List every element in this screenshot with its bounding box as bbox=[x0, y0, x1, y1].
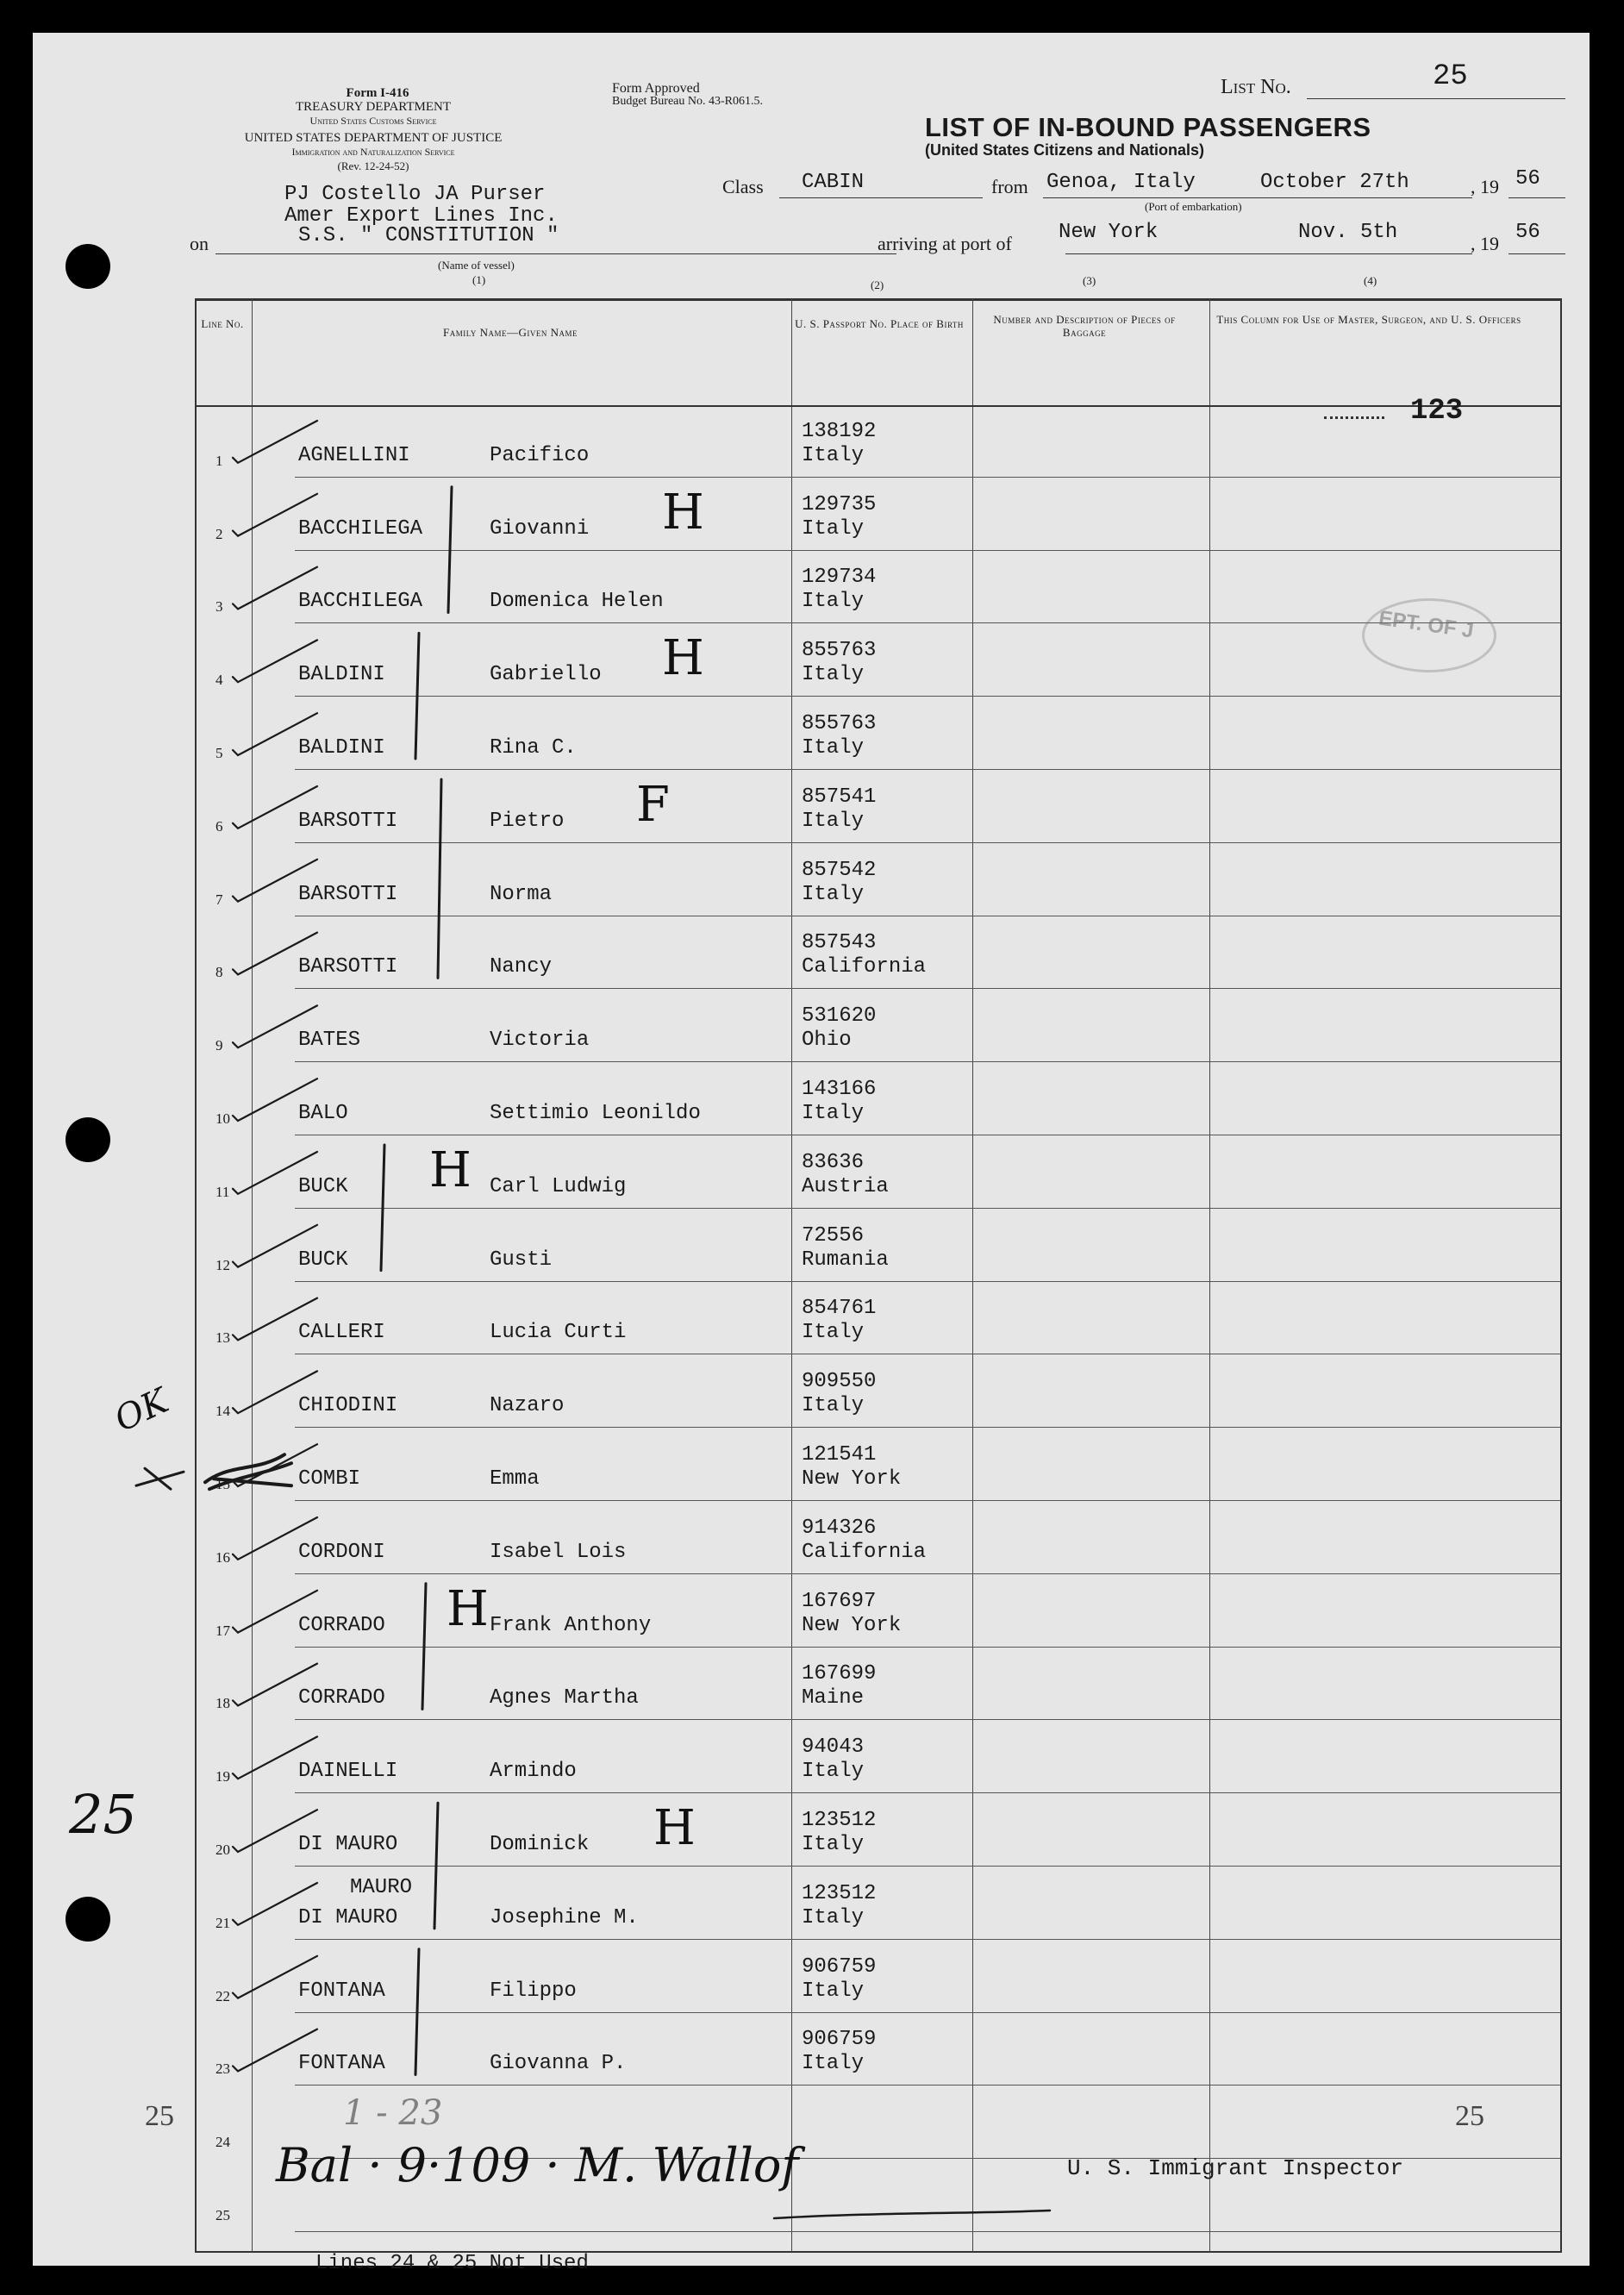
place-of-birth: Italy bbox=[802, 1832, 865, 1856]
passport-number: 855763 bbox=[802, 711, 877, 735]
vessel-caption: (Name of vessel) bbox=[438, 259, 515, 272]
family-name: BACCHILEGA bbox=[298, 590, 423, 614]
family-name: BACCHILEGA bbox=[298, 516, 423, 541]
table-row bbox=[33, 1063, 1590, 1136]
embark-year: 56 bbox=[1515, 167, 1540, 191]
class-label: Class bbox=[722, 176, 764, 197]
count-left: 25 bbox=[145, 2100, 174, 2132]
line-number: 13 bbox=[215, 1329, 230, 1347]
place-of-birth: Rumania bbox=[802, 1248, 889, 1272]
passport-number: 94043 bbox=[802, 1735, 865, 1760]
passport-number: 129734 bbox=[802, 566, 877, 590]
given-name: Emma bbox=[490, 1466, 540, 1491]
passport-number: 167697 bbox=[802, 1589, 877, 1613]
revision: (Rev. 12-24-52) bbox=[337, 159, 409, 172]
table-row bbox=[33, 1941, 1590, 2014]
family-name: FONTANA bbox=[298, 1979, 385, 2003]
line-number: 3 bbox=[215, 598, 223, 616]
count-right: 25 bbox=[1455, 2100, 1484, 2132]
passport-number: 531620 bbox=[802, 1004, 877, 1029]
passport-number: 143166 bbox=[802, 1077, 877, 1101]
page-subtitle: (United States Citizens and Nationals) bbox=[925, 141, 1205, 159]
table-row bbox=[33, 844, 1590, 917]
passport-number: 83636 bbox=[802, 1150, 865, 1174]
table-row bbox=[33, 2014, 1590, 2087]
form-number: Form I-416 bbox=[346, 86, 409, 100]
table-row bbox=[33, 1648, 1590, 1722]
passport-number: 909550 bbox=[802, 1370, 877, 1394]
table-row bbox=[33, 478, 1590, 552]
line24-scrawl: 1 - 23 bbox=[343, 2093, 443, 2133]
list-no-label: List No. bbox=[1221, 76, 1291, 98]
line-number: 7 bbox=[215, 891, 223, 908]
place-of-birth: Italy bbox=[802, 1979, 865, 2003]
class-value: CABIN bbox=[802, 171, 865, 194]
list-no-value: 25 bbox=[1433, 60, 1468, 93]
place-of-birth: Italy bbox=[802, 2052, 865, 2076]
from-label: from bbox=[991, 176, 1028, 197]
col-header-officers: This Column for Use of Master, Surgeon, and U. S. Officers bbox=[1216, 313, 1521, 326]
line-number: 9 bbox=[215, 1037, 223, 1054]
arrive-year: 56 bbox=[1515, 221, 1540, 244]
inspector-title: U. S. Immigrant Inspector bbox=[1067, 2155, 1404, 2181]
given-name: Settimio Leonildo bbox=[490, 1101, 701, 1125]
line-number: 4 bbox=[215, 672, 223, 689]
passport-number: 857542 bbox=[802, 858, 877, 882]
family-name: BUCK bbox=[298, 1174, 348, 1198]
table-row bbox=[33, 1575, 1590, 1648]
table-row bbox=[33, 1867, 1590, 1941]
line-number: 22 bbox=[215, 1987, 230, 2004]
budget-bureau: Budget Bureau No. 43-R061.5. bbox=[612, 95, 763, 108]
table-row bbox=[33, 1794, 1590, 1867]
list-no-line bbox=[1307, 98, 1565, 99]
treasury-dept: TREASURY DEPARTMENT bbox=[295, 100, 452, 114]
given-name: Domenica Helen bbox=[490, 590, 664, 614]
col-header-line: Line No. bbox=[201, 317, 244, 330]
line-number: 6 bbox=[215, 817, 223, 835]
line-number: 21 bbox=[215, 1914, 230, 1931]
port-caption: (Port of embarkation) bbox=[1145, 200, 1242, 213]
family-name: BATES bbox=[298, 1029, 361, 1053]
line-number: 11 bbox=[215, 1183, 230, 1200]
family-name: BARSOTTI bbox=[298, 809, 398, 833]
table-row bbox=[33, 1502, 1590, 1575]
passport-number: 121541 bbox=[802, 1442, 877, 1466]
class-line bbox=[779, 197, 983, 198]
given-name: Lucia Curti bbox=[490, 1321, 627, 1345]
arrive-line bbox=[1065, 253, 1472, 254]
place-of-birth: Italy bbox=[802, 443, 865, 467]
place-of-birth: New York bbox=[802, 1613, 902, 1637]
margin-count: 25 bbox=[69, 1783, 137, 1846]
given-name: Armindo bbox=[490, 1760, 577, 1784]
table-row bbox=[33, 1355, 1590, 1429]
table-row bbox=[33, 990, 1590, 1063]
place-of-birth: Italy bbox=[802, 882, 865, 906]
line-number: 23 bbox=[215, 2060, 230, 2078]
family-name: BUCK bbox=[298, 1248, 348, 1272]
punch-hole bbox=[66, 244, 110, 289]
family-name: DI MAURO bbox=[298, 1832, 398, 1856]
row-handwritten-mark: F bbox=[636, 776, 670, 833]
family-name: AGNELLINI bbox=[298, 443, 410, 467]
family-name: CORRADO bbox=[298, 1613, 385, 1637]
family-name: BARSOTTI bbox=[298, 955, 398, 979]
passport-number: 72556 bbox=[802, 1223, 865, 1248]
given-name: Frank Anthony bbox=[490, 1613, 652, 1637]
place-of-birth: Italy bbox=[802, 663, 865, 687]
col3-number: (3) bbox=[1083, 274, 1096, 287]
embark-year-prefix: , 19 bbox=[1471, 176, 1499, 197]
given-name: Isabel Lois bbox=[490, 1540, 627, 1564]
table-row bbox=[33, 552, 1590, 625]
embark-port: Genoa, Italy bbox=[1046, 171, 1196, 194]
place-of-birth: Italy bbox=[802, 1760, 865, 1784]
place-of-birth: Maine bbox=[802, 1686, 865, 1710]
line-number: 20 bbox=[215, 1841, 230, 1858]
place-of-birth: California bbox=[802, 955, 927, 979]
place-of-birth: New York bbox=[802, 1466, 902, 1491]
page-title: LIST OF IN-BOUND PASSENGERS bbox=[925, 112, 1371, 142]
given-name: Pacifico bbox=[490, 443, 590, 467]
given-name: Pietro bbox=[490, 809, 565, 833]
table-row bbox=[33, 1429, 1590, 1502]
table-row bbox=[33, 697, 1590, 771]
line-number: 16 bbox=[215, 1548, 230, 1566]
arrive-port: New York bbox=[1059, 221, 1159, 244]
passport-number: 855763 bbox=[802, 639, 877, 663]
row-handwritten-mark: H bbox=[653, 1799, 696, 1856]
passport-number: 906759 bbox=[802, 2028, 877, 2052]
given-name: Filippo bbox=[490, 1979, 577, 2003]
line-number: 10 bbox=[215, 1110, 230, 1127]
arriving-label: arriving at port of bbox=[878, 233, 1012, 254]
table-row bbox=[33, 2086, 1590, 2160]
from-line bbox=[1043, 197, 1472, 198]
given-name: Giovanna P. bbox=[490, 2052, 627, 2076]
officer-count: 123 bbox=[1410, 395, 1464, 428]
table-row bbox=[33, 1721, 1590, 1794]
place-of-birth: Italy bbox=[802, 590, 865, 614]
ok-mark: OK bbox=[109, 1380, 175, 1441]
arrive-year-prefix: , 19 bbox=[1471, 233, 1499, 254]
family-name: DAINELLI bbox=[298, 1760, 398, 1784]
place-of-birth: Italy bbox=[802, 1394, 865, 1418]
place-of-birth: Austria bbox=[802, 1174, 889, 1198]
table-row bbox=[33, 771, 1590, 844]
stamp-text: EPT. OF J bbox=[1377, 606, 1476, 643]
arrive-date: Nov. 5th bbox=[1298, 221, 1398, 244]
given-name: Rina C. bbox=[490, 735, 577, 760]
family-name: COMBI bbox=[298, 1466, 361, 1491]
col2-number: (2) bbox=[871, 278, 884, 291]
given-name: Agnes Martha bbox=[490, 1686, 639, 1710]
passport-number: 138192 bbox=[802, 419, 877, 443]
table-row bbox=[33, 1210, 1590, 1283]
family-name: DI MAURO bbox=[298, 1905, 398, 1929]
customs-service: United States Customs Service bbox=[309, 115, 437, 127]
overtype-correction: MAURO bbox=[350, 1876, 413, 1899]
place-of-birth: Ohio bbox=[802, 1029, 852, 1053]
row-handwritten-mark: H bbox=[447, 1580, 489, 1637]
family-name: CALLERI bbox=[298, 1321, 385, 1345]
document-page bbox=[33, 33, 1590, 2275]
line-number: 15 bbox=[215, 1475, 230, 1492]
given-name: Norma bbox=[490, 882, 553, 906]
given-name: Gusti bbox=[490, 1248, 553, 1272]
row-handwritten-mark: H bbox=[429, 1141, 472, 1198]
officer-dash-mark bbox=[1324, 416, 1384, 419]
passport-number: 857543 bbox=[802, 931, 877, 955]
place-of-birth: Italy bbox=[802, 1321, 865, 1345]
col-header-passport: U. S. Passport No. Place of Birth bbox=[795, 317, 964, 330]
line-number: 12 bbox=[215, 1256, 230, 1273]
family-name: BALDINI bbox=[298, 663, 385, 687]
line-number: 14 bbox=[215, 1403, 230, 1420]
given-name: Gabriello bbox=[490, 663, 602, 687]
given-name: Nazaro bbox=[490, 1394, 565, 1418]
given-name: Dominick bbox=[490, 1832, 590, 1856]
table-row bbox=[33, 917, 1590, 991]
given-name: Carl Ludwig bbox=[490, 1174, 627, 1198]
passport-number: 857541 bbox=[802, 785, 877, 809]
given-name: Nancy bbox=[490, 955, 553, 979]
passport-number: 914326 bbox=[802, 1516, 877, 1540]
given-name: Josephine M. bbox=[490, 1905, 639, 1929]
family-name: BALO bbox=[298, 1101, 348, 1125]
on-label: on bbox=[190, 233, 209, 254]
footer-note: Lines 24 & 25 Not Used bbox=[315, 2252, 589, 2275]
line-number: 1 bbox=[215, 452, 223, 469]
family-name: FONTANA bbox=[298, 2052, 385, 2076]
line-number: 8 bbox=[215, 964, 223, 981]
family-name: CHIODINI bbox=[298, 1394, 398, 1418]
purser-name: PJ Costello JA Purser bbox=[284, 183, 546, 206]
given-name: Giovanni bbox=[490, 516, 590, 541]
line-number: 5 bbox=[215, 744, 223, 761]
form-approved: Form Approved bbox=[612, 81, 700, 96]
line-number: 24 bbox=[215, 2134, 230, 2151]
ins-service: Immigration and Naturalization Service bbox=[291, 146, 455, 158]
place-of-birth: Italy bbox=[802, 1905, 865, 1929]
line-number: 2 bbox=[215, 525, 223, 542]
passport-number: 123512 bbox=[802, 1808, 877, 1832]
shipping-line: Amer Export Lines Inc. bbox=[284, 204, 558, 228]
justice-dept: UNITED STATES DEPARTMENT OF JUSTICE bbox=[244, 131, 503, 145]
col-header-baggage: Number and Description of Pieces of Baggage bbox=[993, 313, 1176, 339]
family-name: CORRADO bbox=[298, 1686, 385, 1710]
family-name: BARSOTTI bbox=[298, 882, 398, 906]
vessel-line bbox=[215, 253, 896, 254]
row-handwritten-mark: H bbox=[662, 484, 704, 541]
passport-number: 123512 bbox=[802, 1881, 877, 1905]
line-number: 19 bbox=[215, 1768, 230, 1785]
line-number: 17 bbox=[215, 1622, 230, 1639]
place-of-birth: Italy bbox=[802, 809, 865, 833]
passport-number: 906759 bbox=[802, 1954, 877, 1979]
place-of-birth: Italy bbox=[802, 1101, 865, 1125]
place-of-birth: Italy bbox=[802, 735, 865, 760]
row-handwritten-mark: H bbox=[662, 630, 704, 687]
vessel-name: S.S. " CONSTITUTION " bbox=[298, 224, 559, 247]
table-row bbox=[33, 1136, 1590, 1210]
passport-number: 129735 bbox=[802, 492, 877, 516]
embark-date: October 27th bbox=[1260, 171, 1409, 194]
arrive-year-line bbox=[1508, 253, 1565, 254]
col1-number: (1) bbox=[472, 273, 486, 286]
line-number: 25 bbox=[215, 2206, 230, 2223]
passport-number: 167699 bbox=[802, 1662, 877, 1686]
inspector-signature: Bal · 9·109 · M. Wallof bbox=[276, 2138, 799, 2192]
place-of-birth: California bbox=[802, 1540, 927, 1564]
place-of-birth: Italy bbox=[802, 516, 865, 541]
passport-number: 854761 bbox=[802, 1297, 877, 1321]
table-row bbox=[33, 1283, 1590, 1356]
given-name: Victoria bbox=[490, 1029, 590, 1053]
line-number: 18 bbox=[215, 1695, 230, 1712]
department-stamp bbox=[1362, 598, 1496, 672]
col-header-name: Family Name—Given Name bbox=[443, 326, 578, 339]
family-name: BALDINI bbox=[298, 735, 385, 760]
embark-year-line bbox=[1508, 197, 1565, 198]
family-name: CORDONI bbox=[298, 1540, 385, 1564]
col4-number: (4) bbox=[1364, 274, 1377, 287]
table-row bbox=[33, 624, 1590, 697]
